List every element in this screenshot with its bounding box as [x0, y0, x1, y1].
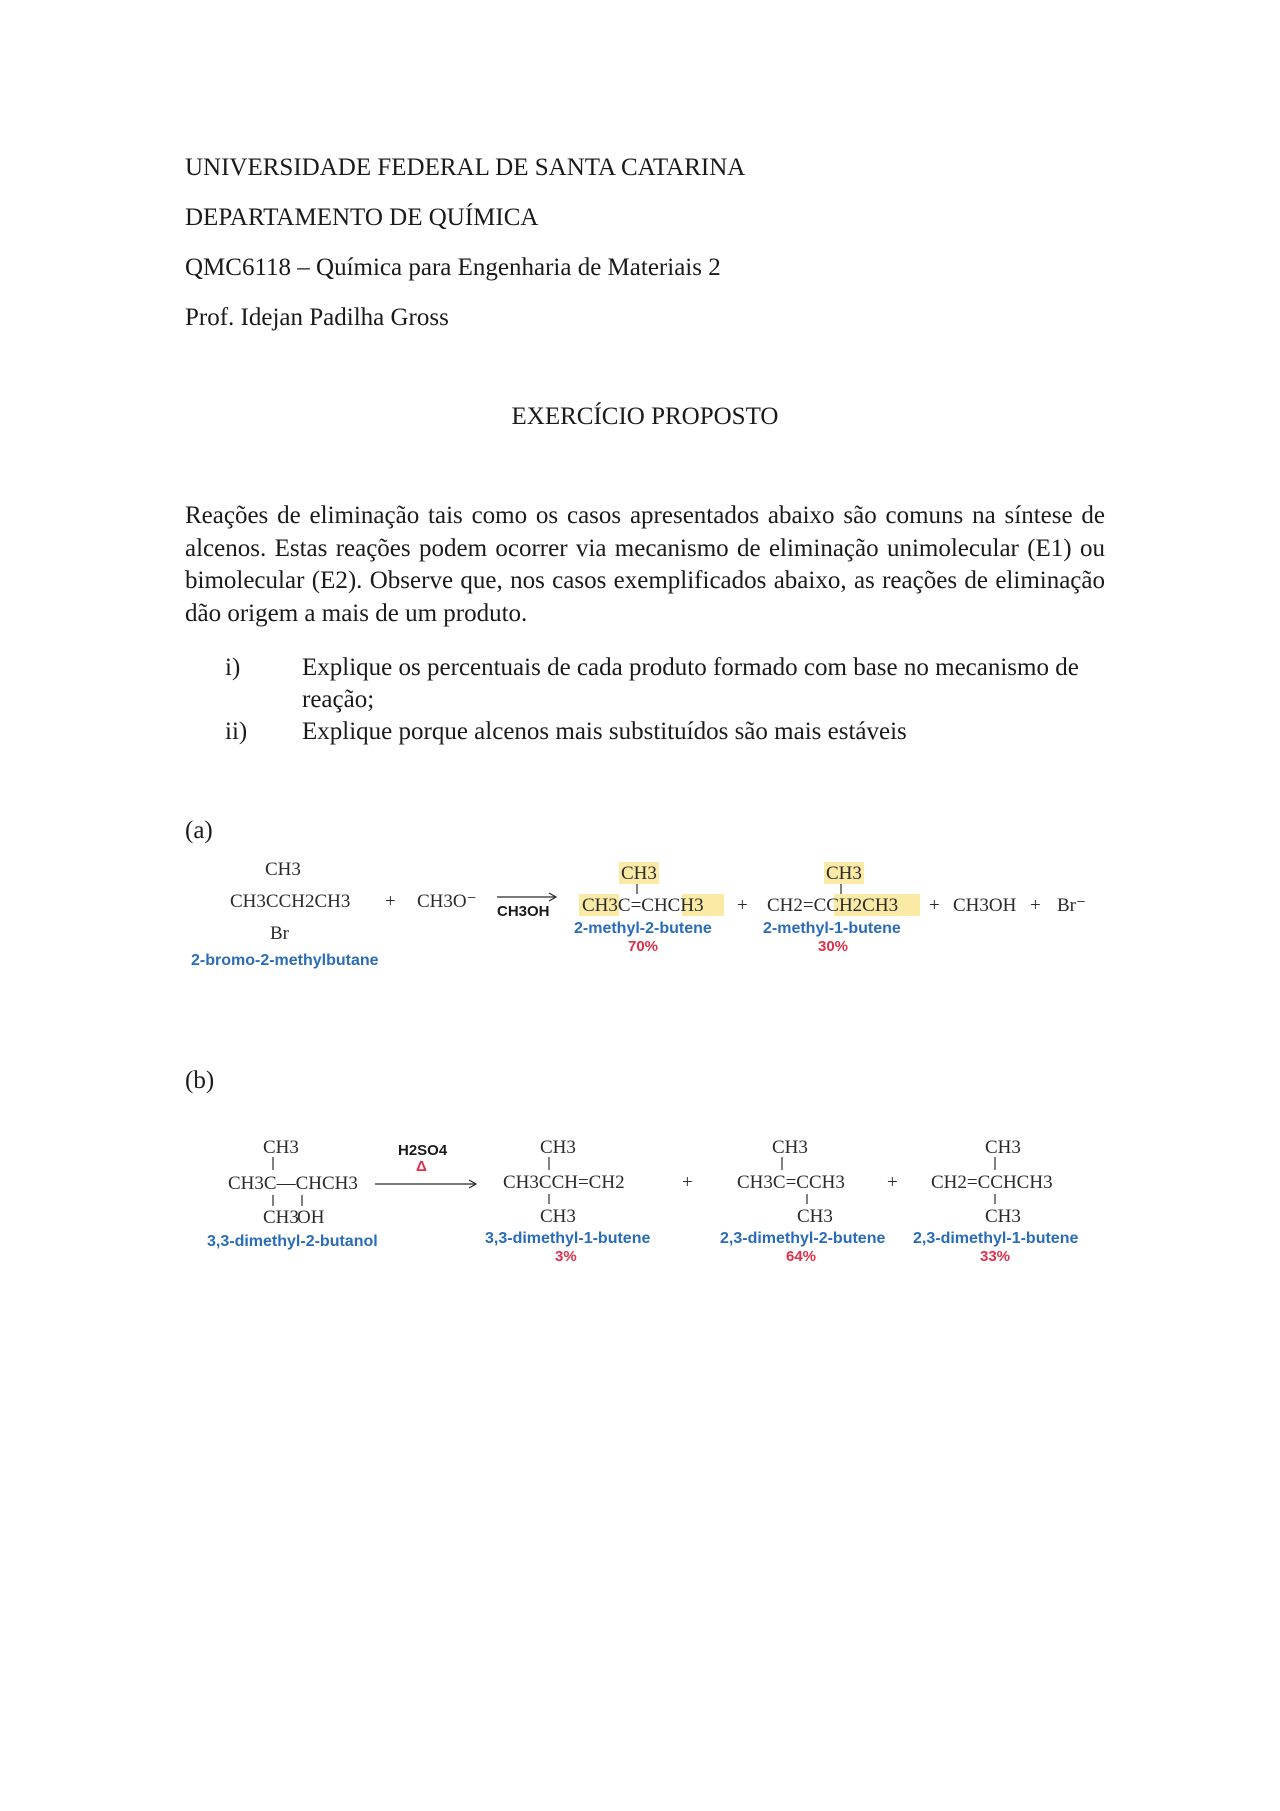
- substituent-top: CH3: [621, 863, 657, 884]
- product-formula: CH2=CCHCH3: [931, 1172, 1053, 1193]
- department-name: DEPARTAMENTO DE QUÍMICA: [185, 204, 539, 231]
- substituent-bottom: OH: [297, 1207, 325, 1228]
- product-name: 2-methyl-1-butene: [763, 920, 901, 937]
- university-name: UNIVERSIDADE FEDERAL DE SANTA CATARINA: [185, 154, 746, 181]
- solvent: CH3OH: [497, 903, 550, 920]
- substituent-bottom: CH3: [797, 1206, 833, 1227]
- product-name: 2,3-dimethyl-1-butene: [913, 1230, 1079, 1247]
- plus-sign: +: [887, 1172, 898, 1193]
- heat-symbol: Δ: [416, 1158, 427, 1175]
- substituent-top: CH3: [772, 1137, 808, 1158]
- product-percent: 64%: [786, 1248, 817, 1265]
- intro-paragraph: Reações de eliminação tais como os casos apresentados abaixo são comuns na síntese de alcenos. Estas reações podem ocorrer via mecanismo de eliminação unimolecular (E1) ou bimolecular (E2). Observe que, nos casos exemplificados abaixo, as reações de eliminação dão origem a mais de um produto.: [185, 502, 1105, 627]
- reaction-a-scheme: [185, 850, 1110, 980]
- question-number: i): [225, 654, 241, 681]
- exercise-title: EXERCÍCIO PROPOSTO: [511, 403, 779, 430]
- reactant-name: 2-bromo-2-methylbutane: [191, 952, 379, 969]
- plus-sign: +: [929, 895, 940, 916]
- byproduct: CH3OH: [953, 895, 1017, 916]
- plus-sign: +: [1030, 895, 1041, 916]
- plus-sign: +: [737, 895, 748, 916]
- reaction-b-label: (b): [185, 1067, 215, 1094]
- reaction-b-scheme: [185, 1130, 1110, 1270]
- reaction-a-label: (a): [185, 817, 213, 844]
- product-name: 2-methyl-2-butene: [574, 920, 712, 937]
- substituent-top: CH3: [265, 859, 301, 880]
- course-name: QMC6118 – Química para Engenharia de Materiais 2: [185, 254, 721, 281]
- reagent: H2SO4: [398, 1142, 448, 1159]
- product-formula: CH3C=CCH3: [737, 1172, 845, 1193]
- substituent-top: CH3: [985, 1137, 1021, 1158]
- product-formula: CH3CCH=CH2: [503, 1172, 625, 1193]
- plus-sign: +: [385, 891, 396, 912]
- product-percent: 3%: [555, 1248, 577, 1265]
- byproduct: Br⁻: [1057, 895, 1087, 916]
- reagent: CH3O⁻: [417, 891, 477, 912]
- question-number: ii): [225, 718, 248, 745]
- reactant-formula: CH3C—CHCH3: [228, 1173, 358, 1194]
- substituent-bottom: CH3: [540, 1206, 576, 1227]
- substituent-bottom: CH3: [985, 1206, 1021, 1227]
- reactant-formula: CH3CCH2CH3: [230, 891, 351, 912]
- product-percent: 30%: [818, 938, 849, 955]
- question-text: Explique os percentuais de cada produto formado com base no mecanismo de reação;: [302, 654, 1079, 713]
- substituent-bottom: Br: [270, 923, 289, 944]
- question-text: Explique porque alcenos mais substituídos são mais estáveis: [302, 718, 907, 745]
- product-percent: 33%: [980, 1248, 1011, 1265]
- product-percent: 70%: [628, 938, 659, 955]
- plus-sign: +: [682, 1172, 693, 1193]
- substituent-top: CH3: [826, 863, 862, 884]
- reactant-name: 3,3-dimethyl-2-butanol: [207, 1233, 378, 1250]
- substituent-bottom: CH3: [263, 1207, 299, 1228]
- product-name: 3,3-dimethyl-1-butene: [485, 1230, 651, 1247]
- substituent-top: CH3: [263, 1137, 299, 1158]
- professor-name: Prof. Idejan Padilha Gross: [185, 304, 449, 331]
- product-formula: CH3C=CHCH3: [582, 895, 704, 916]
- substituent-top: CH3: [540, 1137, 576, 1158]
- product-name: 2,3-dimethyl-2-butene: [720, 1230, 886, 1247]
- product-formula: CH2=CCH2CH3: [767, 895, 899, 916]
- question-item: [185, 652, 1105, 716]
- question-item: [185, 716, 1105, 748]
